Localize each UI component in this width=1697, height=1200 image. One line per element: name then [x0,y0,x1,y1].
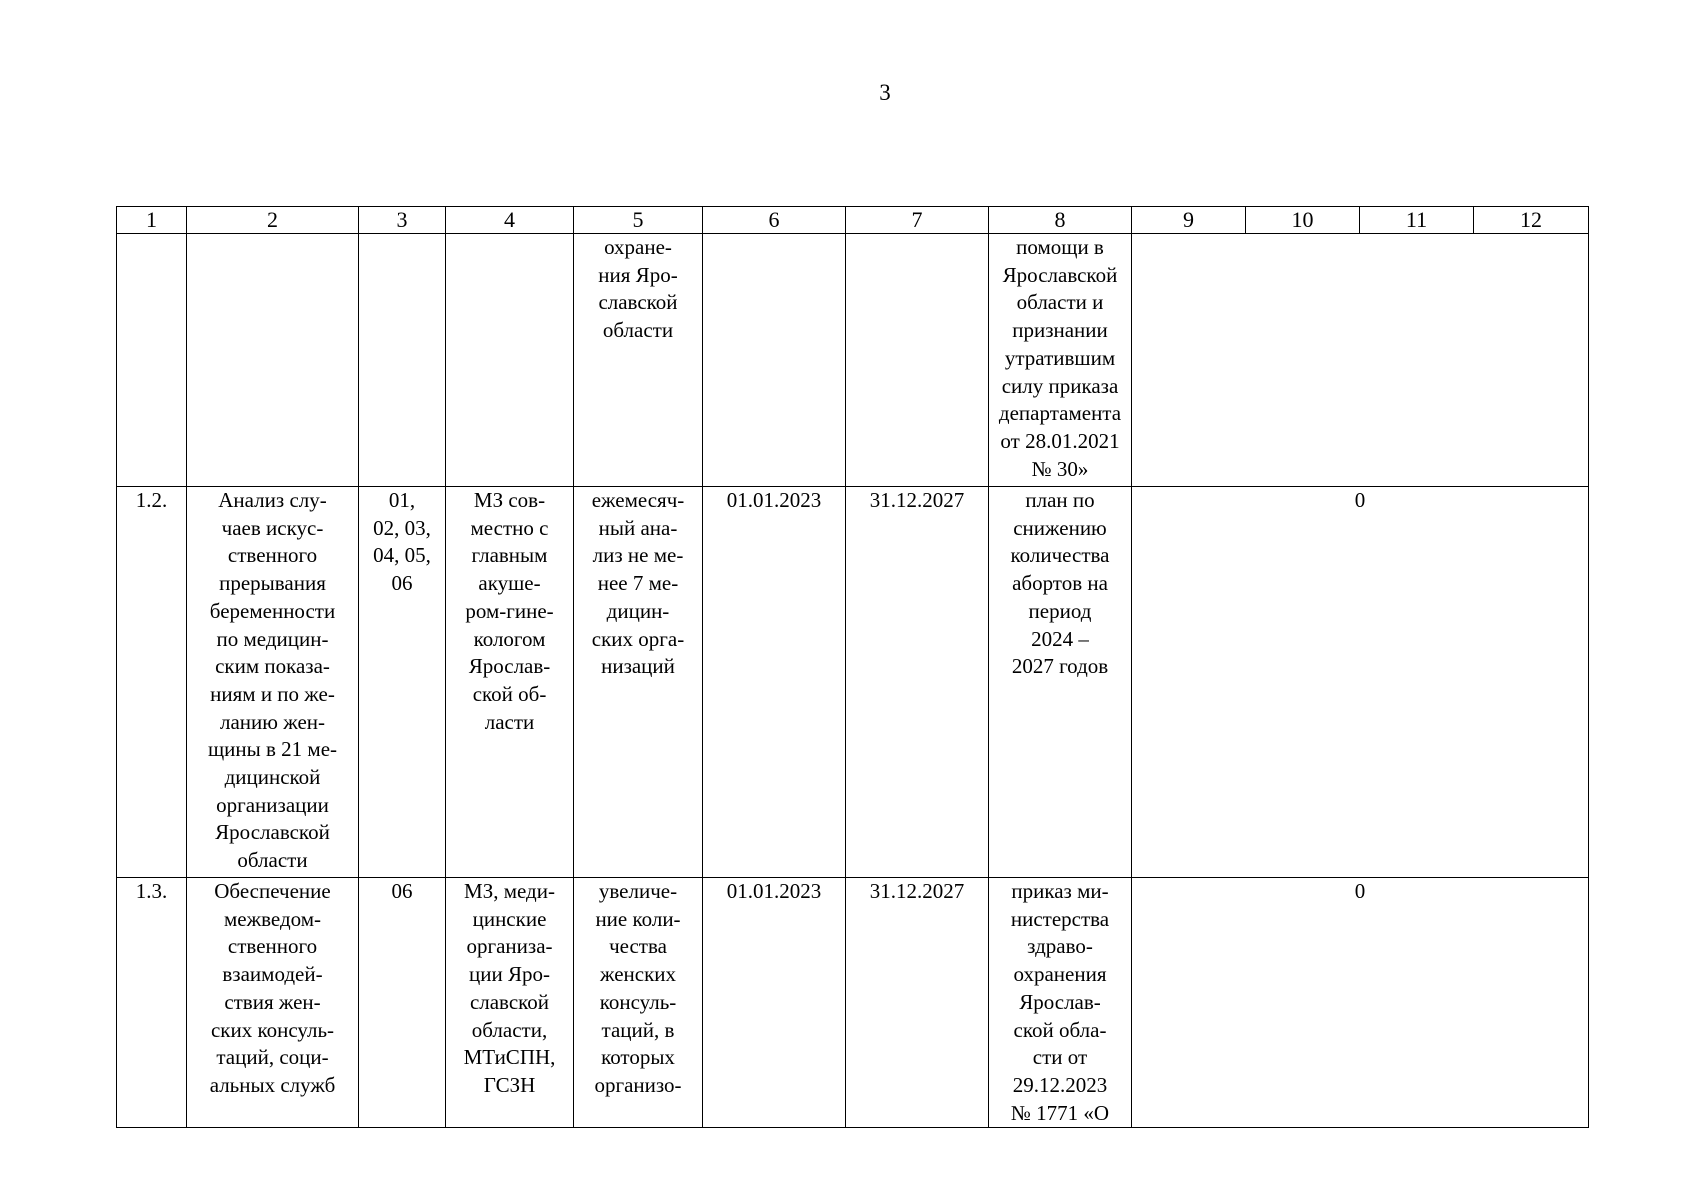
row-number-cell: 1.2. [117,487,187,878]
codes-cell: 06 [359,878,446,1128]
column-number-row [117,207,1589,234]
executor-cell: МЗ сов- местно с главным акуше- ром-гине- кологом Ярослав- ской об- ласти [446,487,574,878]
start-date-cell: 01.01.2023 [703,487,846,878]
end-date-cell: 31.12.2027 [846,487,989,878]
document-cell: приказ ми- нистерства здраво- охранения Ярослав- ской обла- сти от 29.12.2023 № 1771 «О [989,878,1132,1128]
activity-name-cell [187,234,359,487]
document-cell: помощи в Ярославской области и признании утратившим силу приказа департамента от 28.01.2021 № 30» [989,234,1132,487]
column-number: 12 [1474,207,1589,234]
row-number-cell: 1.3. [117,878,187,1128]
result-cell: охране- ния Яро- славской области [574,234,703,487]
column-number: 7 [846,207,989,234]
document-cell: план по снижению количества абортов на период 2024 – 2027 годов [989,487,1132,878]
column-number: 1 [117,207,187,234]
column-number: 6 [703,207,846,234]
result-cell: ежемесяч- ный ана- лиз не ме- нее 7 ме- дицин- ских орга- низаций [574,487,703,878]
table-row [117,487,1589,878]
plan-table [116,206,1589,1128]
result-cell: увеличе- ние коли- чества женских консуль- таций, в которых организо- [574,878,703,1128]
column-number: 10 [1246,207,1360,234]
codes-cell [359,234,446,487]
row-number-cell [117,234,187,487]
column-number: 9 [1132,207,1246,234]
page-number: 3 [879,80,891,105]
activity-name-cell: Обеспечение межведом- ственного взаимодей- ствия жен- ских консуль- таций, соци- альных служб [187,878,359,1128]
start-date-cell [703,234,846,487]
funding-cell: 0 [1132,878,1589,1128]
start-date-cell: 01.01.2023 [703,878,846,1128]
column-number: 8 [989,207,1132,234]
funding-cell: 0 [1132,487,1589,878]
column-number: 3 [359,207,446,234]
end-date-cell: 31.12.2027 [846,878,989,1128]
end-date-cell [846,234,989,487]
column-number: 2 [187,207,359,234]
activity-name-cell: Анализ слу- чаев искус- ственного прерывания беременности по медицин- ским показа- ниям и по же- ланию жен- щины в 21 ме- дицинской организации Ярославской области [187,487,359,878]
column-number: 11 [1360,207,1474,234]
codes-cell: 01, 02, 03, 04, 05, 06 [359,487,446,878]
column-number: 4 [446,207,574,234]
executor-cell [446,234,574,487]
executor-cell: МЗ, меди- цинские организа- ции Яро- славской области, МТиСПН, ГСЗН [446,878,574,1128]
table-row [117,878,1589,1128]
table-row [117,234,1589,487]
column-number: 5 [574,207,703,234]
funding-cell [1132,234,1589,487]
